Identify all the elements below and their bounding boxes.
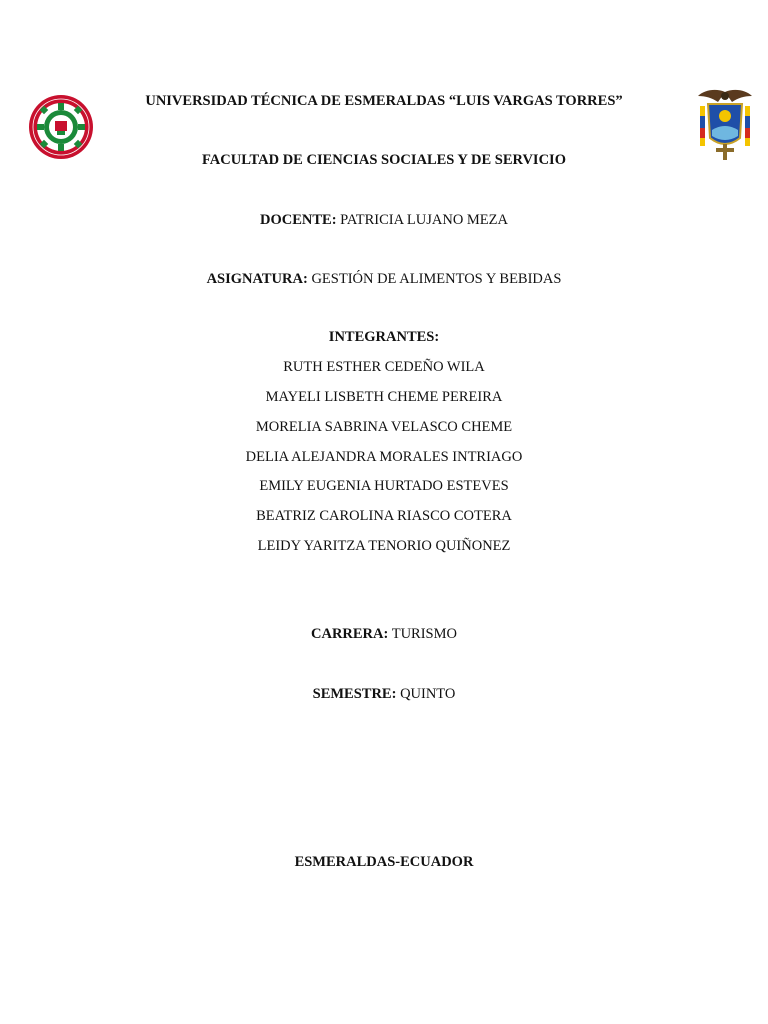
carrera-value: TURISMO: [391, 626, 457, 642]
semestre-value: QUINTO: [400, 686, 456, 702]
asignatura-value: GESTIÓN DE ALIMENTOS Y BEBIDAS: [311, 271, 562, 287]
carrera-line: [0, 625, 768, 643]
asignatura-label: ASIGNATURA:: [206, 271, 308, 287]
faculty-title: FACULTAD DE CIENCIAS SOCIALES Y DE SERVICIO: [202, 152, 566, 168]
member-name: MORELIA SABRINA VELASCO CHEME: [255, 419, 513, 435]
docente-value: PATRICIA LUJANO MEZA: [340, 212, 508, 228]
member-name: DELIA ALEJANDRA MORALES INTRIAGO: [245, 449, 523, 465]
member-name: EMILY EUGENIA HURTADO ESTEVES: [259, 478, 509, 494]
semestre-label: SEMESTRE:: [312, 686, 397, 702]
member-name: BEATRIZ CAROLINA RIASCO COTERA: [256, 508, 512, 524]
university-title: UNIVERSIDAD TÉCNICA DE ESMERALDAS “LUIS VARGAS TORRES”: [145, 93, 623, 109]
integrantes-label: INTEGRANTES:: [328, 329, 440, 345]
asignatura-line: [0, 270, 768, 288]
member-name: LEIDY YARITZA TENORIO QUIÑONEZ: [257, 538, 511, 554]
member-name: RUTH ESTHER CEDEÑO WILA: [283, 359, 485, 375]
carrera-label: CARRERA:: [311, 626, 389, 642]
member-name: MAYELI LISBETH CHEME PEREIRA: [265, 389, 503, 405]
semestre-line: [0, 685, 768, 703]
location-footer: ESMERALDAS-ECUADOR: [294, 854, 474, 870]
docente-label: DOCENTE:: [259, 212, 337, 228]
docente-line: [0, 211, 768, 229]
